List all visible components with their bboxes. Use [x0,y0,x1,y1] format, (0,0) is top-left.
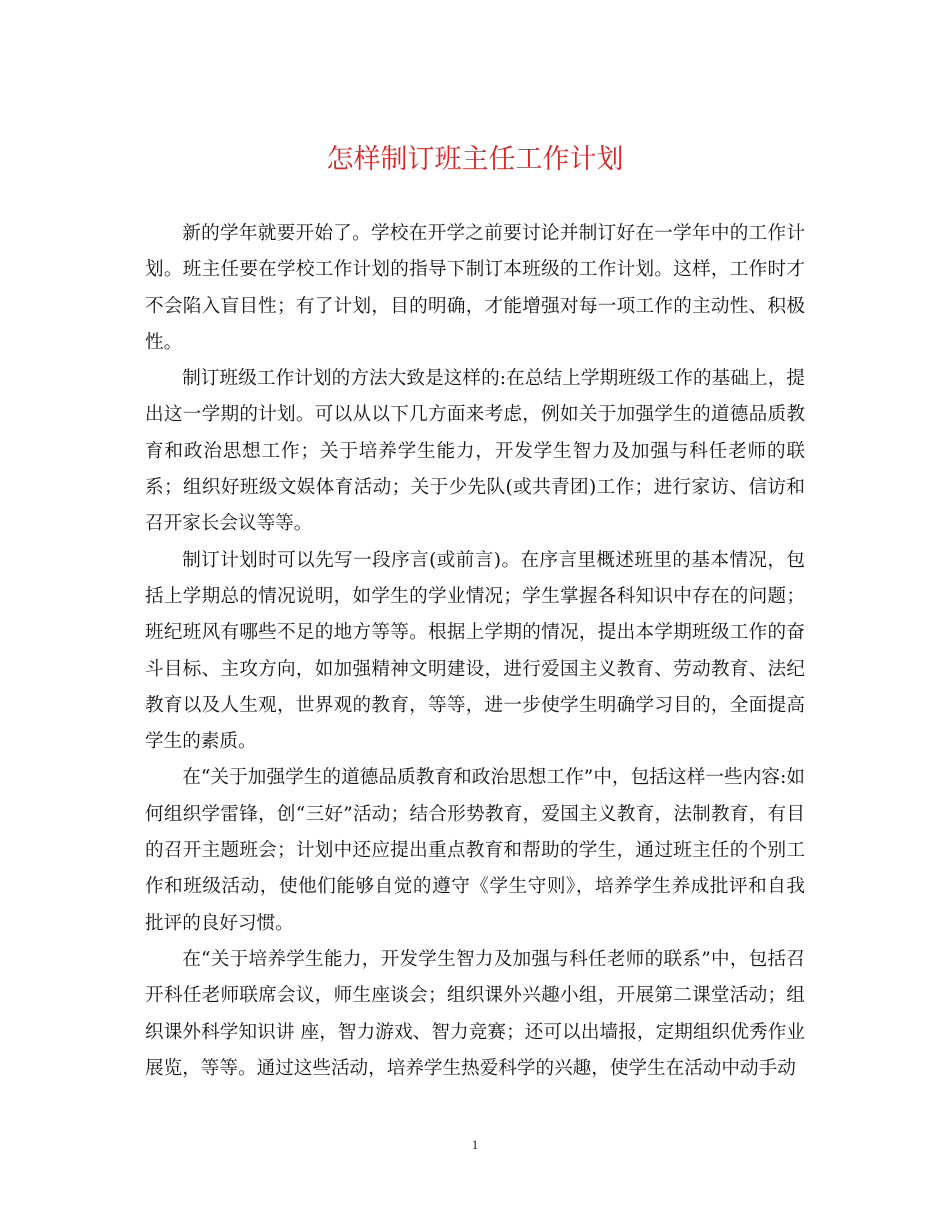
paragraph-2: 制订班级工作计划的方法大致是这样的:在总结上学期班级工作的基础上，提出这一学期的计划。可以从以下几方面来考虑，例如关于加强学生的道德品质教育和政治思想工作；关于培养学生能力，开发学生智力及加强与科任老师的联系；组织好班级文娱体育活动；关于少先队(或共青团)工作；进行家访、信访和召开家长会议等等。 [145,368,805,535]
page-number: 1 [471,1137,479,1152]
paragraph-3: 制订计划时可以先写一段序言(或前言)。在序言里概述班里的基本情况，包括上学期总的情况说明，如学生的学业情况；学生掌握各科知识中存在的问题；班纪班风有哪些不足的地方等等。根据上学期的情况，提出本学期班级工作的奋斗目标、主攻方向，如加强精神文明建设，进行爱国主义教育、劳动教育、法纪教育以及人生观，世界观的教育，等等，进一步使学生明确学习目的，全面提高学生的素质。 [145,549,805,753]
paragraph-5: 在“关于培养学生能力，开发学生智力及加强与科任老师的联系”中，包括召开科任老师联席会议，师生座谈会；组织课外兴趣小组，开展第二课堂活动；组织课外科学知识讲 座，智力游戏、智力竞赛；还可以出墙报，定期组织优秀作业展览，等等。通过这些活动，培养学生热爱科学的兴趣，使学生在活动中动手动 [145,948,805,1079]
document-body [145,216,805,1087]
paragraph-4: 在“关于加强学生的道德品质教育和政治思想工作”中，包括这样一些内容:如何组织学雷锋，创“三好”活动；结合形势教育，爱国主义教育，法制教育，有目的召开主题班会；计划中还应提出重点教育和帮助的学生，通过班主任的个别工作和班级活动，使他们能够自觉的遵守《学生守则》，培养学生养成批评和自我批评的良好习惯。 [145,767,805,934]
paragraph-1: 新的学年就要开始了。学校在开学之前要讨论并制订好在一学年中的工作计划。班主任要在学校工作计划的指导下制订本班级的工作计划。这样，工作时才不会陷入盲目性；有了计划，目的明确，才能增强对每一项工作的主动性、积极性。 [145,223,805,353]
document-title: 怎样制订班主任工作计划 [326,144,624,175]
